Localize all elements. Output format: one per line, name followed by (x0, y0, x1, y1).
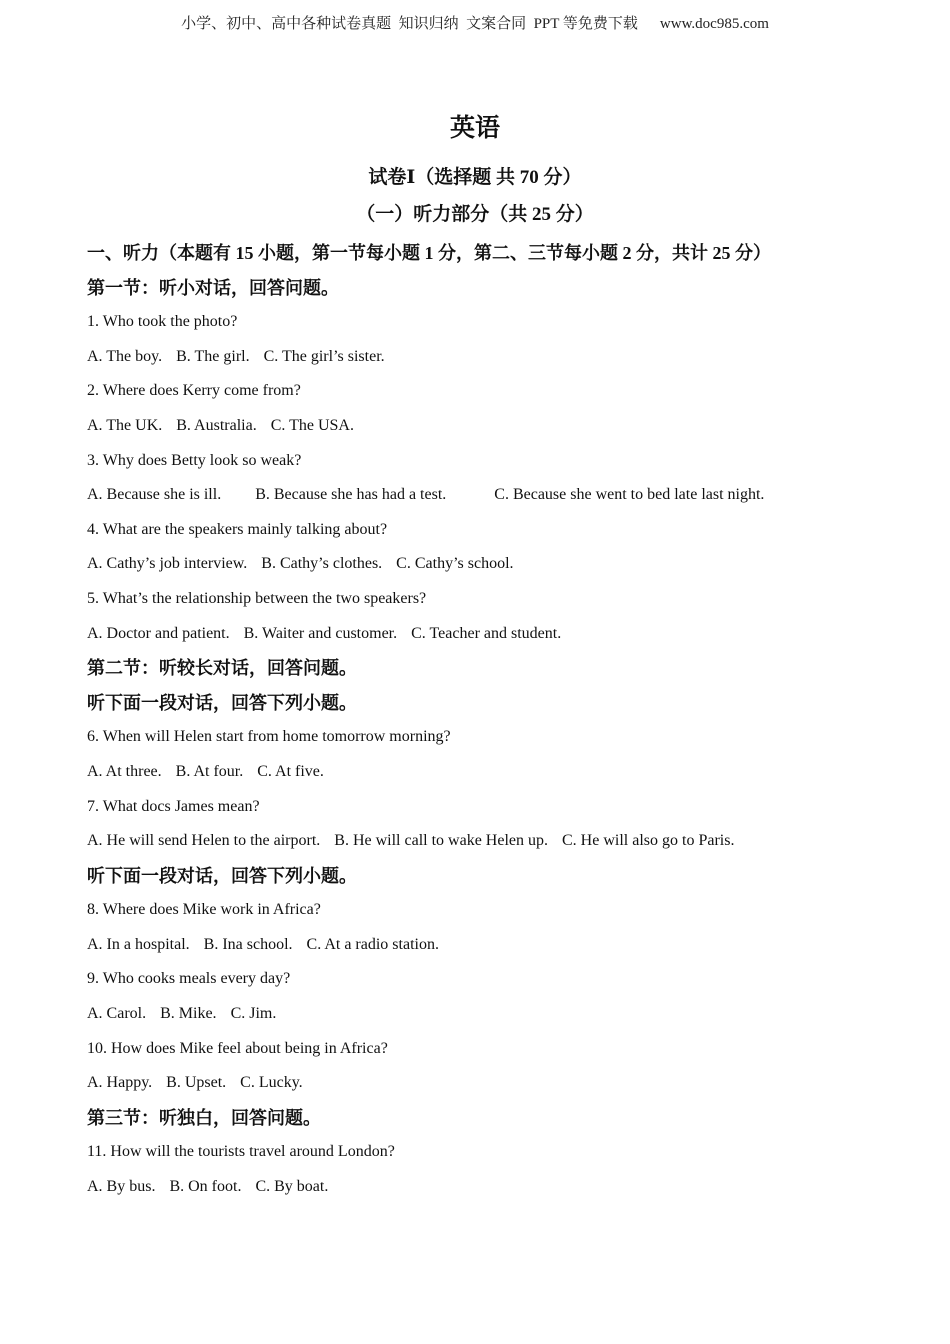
option-b: B. On foot. (169, 1178, 242, 1196)
question-2: 2. Where does Kerry come from? (87, 382, 301, 400)
option-b: B. Upset. (166, 1074, 227, 1092)
option-c: C. Because she went to bed late last night. (494, 486, 765, 504)
option-b: B. Because she has had a test. (255, 486, 447, 504)
option-b: B. Mike. (160, 1005, 217, 1023)
option-b: B. Waiter and customer. (243, 624, 398, 642)
option-a: A. Doctor and patient. (87, 624, 230, 642)
option-b: B. Cathy’s clothes. (261, 555, 383, 573)
section-2-heading: 第二节：听较长对话，回答问题。 (87, 658, 357, 679)
option-a: A. Carol. (87, 1005, 147, 1023)
question-10: 10. How does Mike feel about being in Africa? (87, 1039, 388, 1057)
option-a: A. By bus. (87, 1178, 156, 1196)
options-9 (87, 997, 887, 1032)
paper-heading: 试卷Ⅰ（选择题 共 70 分） (368, 167, 582, 188)
options-5 (87, 617, 887, 652)
options-2 (87, 409, 887, 444)
page-header (0, 12, 950, 33)
options-7 (87, 824, 887, 859)
page-title: 英语 (449, 115, 500, 142)
part-heading: （一）听力部分（共 25 分） (356, 204, 594, 225)
options-8 (87, 928, 887, 963)
option-c: C. Jim. (230, 1005, 277, 1023)
dialog-2-instruction: 听下面一段对话，回答下列小题。 (87, 865, 357, 886)
option-b: B. Australia. (176, 416, 257, 434)
question-list (87, 236, 887, 1205)
option-a: A. The boy. (87, 347, 163, 365)
option-a: A. The UK. (87, 416, 163, 434)
question-4: 4. What are the speakers mainly talking about? (87, 520, 388, 538)
question-9: 9. Who cooks meals every day? (87, 970, 291, 988)
option-c: C. The girl’s sister. (263, 347, 385, 365)
header-text: 小学、初中、高中各种试卷真题 知识归纳 文案合同 PPT 等免费下载 (181, 16, 638, 32)
option-c: C. Lucky. (240, 1074, 303, 1092)
option-b: B. Ina school. (203, 935, 293, 953)
question-3: 3. Why does Betty look so weak? (87, 451, 302, 469)
section-heading: 一、听力（本题有 15 小题，第一节每小题 1 分，第二、三节每小题 2 分，共计 25 分） (87, 243, 771, 263)
option-c: C. The USA. (270, 416, 354, 434)
options-6 (87, 755, 887, 790)
option-c: C. By boat. (255, 1178, 329, 1196)
question-7: 7. What docs James mean? (87, 797, 260, 815)
header-url[interactable]: www.doc985.com (659, 16, 769, 32)
section-3-heading: 第三节：听独白，回答问题。 (87, 1107, 321, 1128)
option-b: B. He will call to wake Helen up. (334, 832, 548, 850)
option-a: A. In a hospital. (87, 935, 190, 953)
option-a: A. Cathy’s job interview. (87, 555, 248, 573)
question-11: 11. How will the tourists travel around London? (87, 1143, 395, 1161)
option-c: C. Cathy’s school. (396, 555, 514, 573)
dialog-1-instruction: 听下面一段对话，回答下列小题。 (87, 692, 357, 713)
option-c: C. Teacher and student. (411, 624, 562, 642)
question-5: 5. What’s the relationship between the two speakers? (87, 589, 427, 607)
option-c: C. He will also go to Paris. (562, 832, 735, 850)
option-b: B. The girl. (176, 347, 250, 365)
question-8: 8. Where does Mike work in Africa? (87, 901, 321, 919)
option-c: C. At five. (257, 762, 324, 780)
options-4 (87, 547, 887, 582)
section-1-heading: 第一节：听小对话，回答问题。 (87, 277, 339, 298)
options-1 (87, 340, 887, 375)
option-a: A. Because she is ill. (87, 486, 222, 504)
option-b: B. At four. (175, 762, 244, 780)
option-c: C. At a radio station. (306, 935, 439, 953)
options-3 (87, 478, 887, 513)
option-a: A. He will send Helen to the airport. (87, 832, 321, 850)
options-11 (87, 1170, 887, 1205)
option-a: A. At three. (87, 762, 162, 780)
options-10 (87, 1066, 887, 1101)
question-1: 1. Who took the photo? (87, 313, 238, 331)
option-a: A. Happy. (87, 1074, 153, 1092)
question-6: 6. When will Helen start from home tomorrow morning? (87, 728, 451, 746)
